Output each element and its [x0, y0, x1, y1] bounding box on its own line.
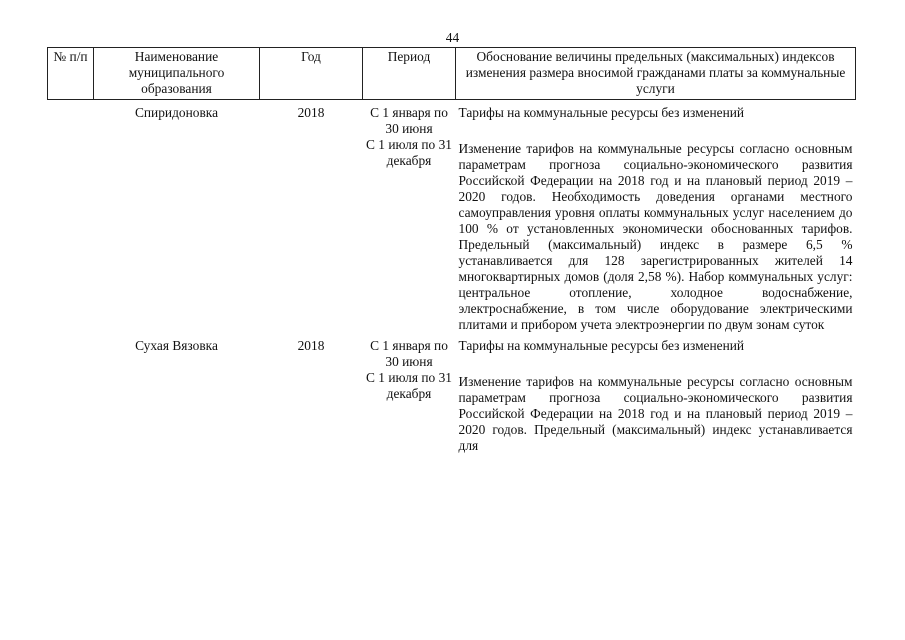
period-first-half: С 1 января по 30 июня	[370, 105, 448, 136]
table-row	[48, 338, 856, 454]
justification-cell	[456, 338, 856, 454]
period-first-half: С 1 января по 30 июня	[370, 338, 448, 369]
header-justification: Обоснование величины предельных (максимальных) индексов изменения размера вносимой гражданами платы за коммунальные услуги	[456, 48, 856, 100]
municipality-name: Спиридоновка	[134, 105, 219, 120]
period-second-half: С 1 июля по 31 декабря	[366, 137, 452, 168]
justification-cell	[456, 105, 856, 333]
table-header-row	[48, 48, 856, 100]
page-number: 44	[445, 30, 460, 45]
header-period: Период	[363, 48, 456, 100]
table-row	[48, 105, 856, 333]
justification-second-half: Изменение тарифов на коммунальные ресурсы согласно основным параметрам прогноза социально-экономического развития Российской Федерации на 2018 год и на плановый период 2019 – 2020 годов. Предельный (максимальный) индекс устанавливается для	[458, 374, 853, 453]
justification-second-half: Изменение тарифов на коммунальные ресурсы согласно основным параметрам прогноза социально-экономического развития Российской Федерации на 2018 год и на плановый период 2019 – 2020 годов. Необходимость доведения органами местного самоуправления уровня оплаты коммунальных услуг населением до 100 % от установленных экономически обоснованных тарифов. Предельный (максимальный) индекс в размере 6,5 % устанавливается для 128 зарегистрированных жителей 14 многоквартирных домов (доля 2,58 %). Набор коммунальных услуг: центральное отопление, холодное водоснабжение, электроснабжение, в том числе оборудование электрическими плитами и прибором учета электроэнергии по двум зонам суток	[458, 141, 853, 332]
header-municipality: Наименование муниципального образования	[94, 48, 260, 100]
row-num	[48, 105, 94, 333]
justification-first-half: Тарифы на коммунальные ресурсы без изменений	[458, 105, 745, 120]
year-cell: 2018	[297, 338, 325, 353]
header-num: № п/п	[48, 48, 94, 100]
municipality-name: Сухая Вязовка	[135, 338, 218, 353]
period-cell	[363, 338, 456, 454]
justification-first-half: Тарифы на коммунальные ресурсы без изменений	[458, 338, 745, 353]
row-num	[48, 338, 94, 454]
tariff-table	[47, 47, 856, 454]
period-second-half: С 1 июля по 31 декабря	[366, 370, 452, 401]
year-cell: 2018	[297, 105, 325, 120]
header-year: Год	[260, 48, 363, 100]
period-cell	[363, 105, 456, 333]
